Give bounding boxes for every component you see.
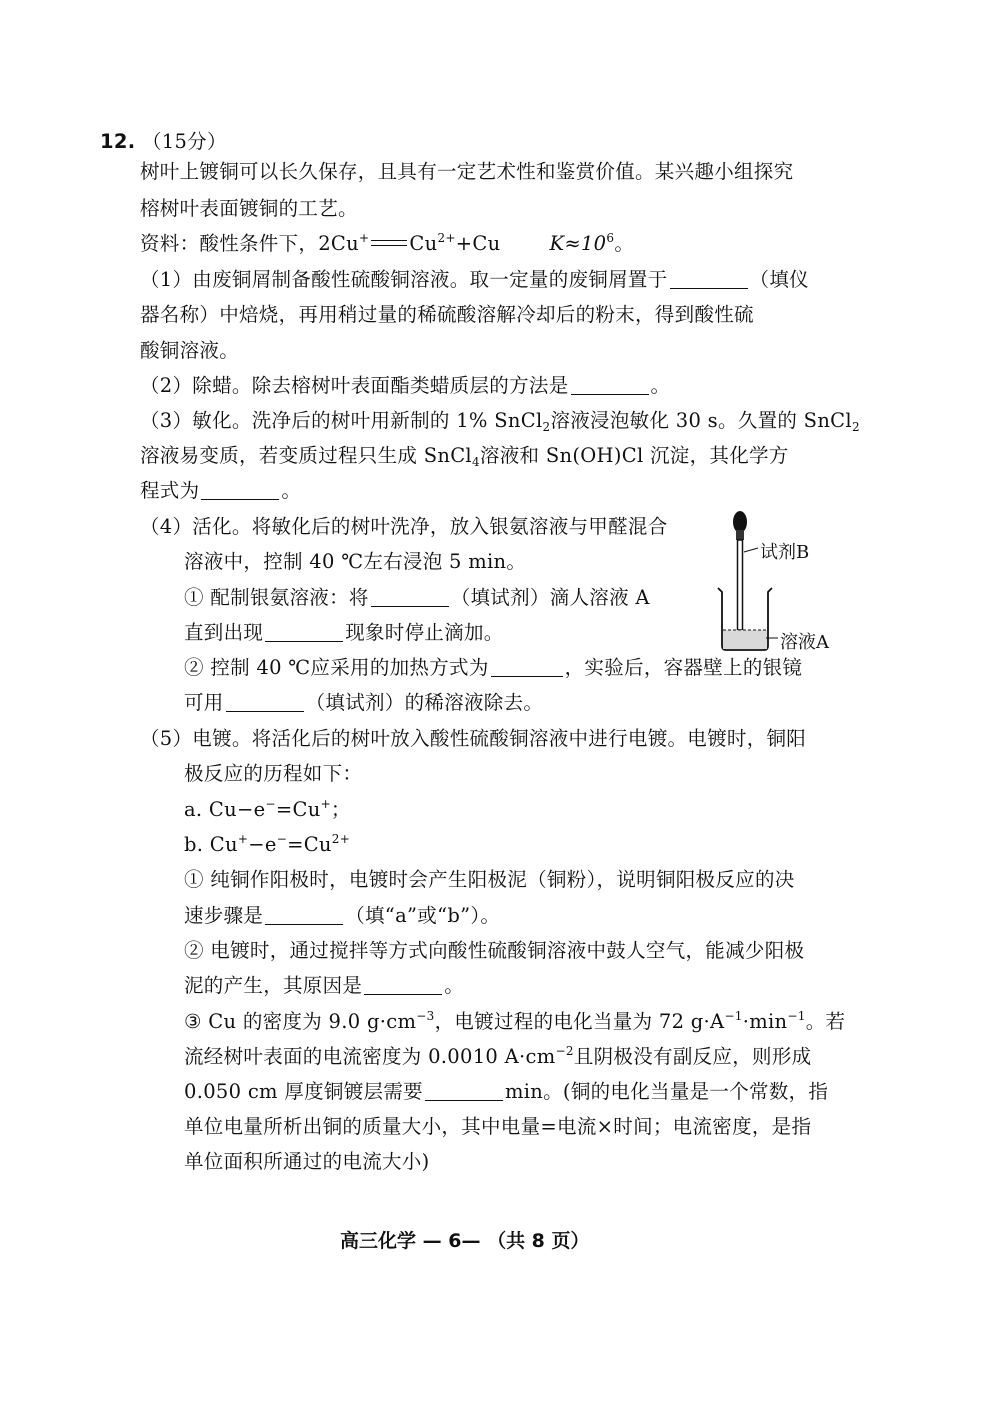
part4-line-2: 溶液中，控制 40 ℃左右浸泡 5 min。 [184,550,527,573]
part4-line-6 [184,691,543,715]
answer-blank-9[interactable] [364,976,442,995]
solution-a-label: 溶液A [780,632,829,653]
question-header [100,130,227,154]
reaction-a-text-2: =Cu [275,798,321,821]
part4-text-d1: 直到出现 [184,621,264,644]
reaction-a: a. Cu−e−=Cu+； [184,797,351,821]
reaction-b-text-2: −e [248,833,277,856]
info-k: K≈10 [549,232,607,255]
part5-q2-text-c: 。 [444,974,465,997]
info-suffix: +Cu [455,232,501,255]
part3-text-f: 。 [281,479,302,502]
page-footer: 高三化学 — 6— （共 8 页） [340,1230,590,1252]
intro-line-1: 树叶上镀铜可以长久保存，且具有一定艺术性和鉴赏价值。某兴趣小组探究 [140,160,794,183]
reagent-b-label: 试剂B [760,542,810,563]
part1-line-2: 器名称）中焙烧，再用稍过量的稀硫酸溶解冷却后的粉末，得到酸性硫 [140,303,754,326]
part3-text-d: 溶液和 Sn(OH)Cl 沉淀，其化学方 [479,444,789,467]
part4-text-f2: （填试剂）的稀溶液除去。 [305,691,544,714]
part4-text-c2: （填试剂）滴人溶液 A [450,586,650,609]
part4-text-c1: ① 配制银氨溶液：将 [184,586,369,609]
reaction-b-text-3: =Cu [287,833,332,856]
part5-q2-line-2 [184,974,464,998]
part3-line-2: 溶液易变质，若变质过程只生成 SnCl$_4$溶液和 Sn(OH)Cl 沉淀，其化学方 [140,444,789,469]
answer-blank-2[interactable] [571,376,649,395]
part2-line [140,374,670,398]
info-prefix: 资料：酸性条件下，2Cu [140,232,359,255]
reaction-a-text-3: ； [330,798,351,821]
question-score: （15分） [141,130,227,153]
part5-q3-line-5: 单位面积所通过的电流大小) [184,1150,430,1173]
part5-q3-text-a: ③ Cu 的密度为 9.0 g·cm [184,1010,417,1033]
part5-q3-text-c: 0.050 cm 厚度铜镀层需要 [184,1080,423,1103]
answer-blank-1[interactable] [670,270,748,289]
part5-line-1: （5）电镀。将活化后的树叶放入酸性硫酸铜溶液中进行电镀。电镀时，铜阳 [140,727,807,750]
part4-text-f1: 可用 [184,691,224,714]
part1-line-1 [140,268,809,292]
part5-q2-text-b: 泥的产生，其原因是 [184,974,363,997]
part5-q3-line-2: 流经树叶表面的电流密度为 0.0010 $A\cdot cm^{-2}$且阴极没有副反应，则形成 [184,1044,812,1068]
reaction-b-text: b. Cu [184,833,238,856]
intro-line-2: 榕树叶表面镀铜的工艺。 [140,197,358,220]
part4-text-e2: ，实验后，容器壁上的银镜 [564,656,803,679]
part5-q2-line-1: ② 电镀时，通过搅拌等方式向酸性硫酸铜溶液中鼓人空气，能减少阳极 [184,939,805,962]
part5-q3-line-1: ③ Cu 的密度为 9.0 $g\cdot cm^{-3}$，电镀过程的电化当量为 72 $g\cdot A^{-1}\cdot\min^{-1}$。若 [184,1009,846,1033]
apparatus-diagram [700,508,840,662]
answer-blank-3[interactable] [201,481,279,500]
part3-text-c: 溶液易变质，若变质过程只生成 SnCl [140,444,472,467]
part1-line-3: 酸铜溶液。 [140,339,240,362]
equilibrium-arrow-icon [371,238,407,248]
part5-q3-text-c2: min。(铜的电化当量是一个常数，指 [504,1080,829,1103]
part1-text-a: （1）由废铜屑制备酸性硫酸铜溶液。取一定量的废铜屑置于 [140,268,668,291]
part5-q3-line-3 [184,1080,828,1104]
part5-line-2: 极反应的历程如下： [184,762,363,785]
info-end: 。 [614,232,635,255]
part1-text-b: （填仪 [749,268,809,291]
part3-text-a: （3）敏化。洗净后的树叶用新制的 1% SnCl [140,409,543,432]
part4-text-e1: ② 控制 40 ℃应采用的加热方式为 [184,656,489,679]
part3-line-3 [140,479,301,503]
part5-q3-text-b2: 且阴极没有副反应，则形成 [573,1045,812,1068]
part3-text-b: 溶液浸泡敏化 30 s。久置的 SnCl [550,409,852,432]
answer-blank-7[interactable] [226,693,304,712]
answer-blank-10[interactable] [425,1082,503,1101]
info-line: 资料：酸性条件下，2Cu+ $Cu^{2+}+Cu$ $K\approx 10^6$。 [140,231,635,255]
reaction-b: b. $Cu^+-e^-=Cu^{2+}$ [184,832,351,856]
info-k-exp: 6 [606,231,615,245]
part5-q1-line-1: ① 纯铜作阳极时，电镀时会产生阳极泥（铜粉），说明铜阳极反应的决 [184,868,795,891]
part5-q3-text-a4: 。若 [805,1010,846,1033]
part4-line-4 [184,621,504,645]
part5-q1-text-c: （填“a”或“b”）。 [345,904,501,927]
part2-text-a: （2）除蜡。除去榕树叶表面酯类蜡质层的方法是 [140,374,569,397]
part5-q3-line-4: 单位电量所析出铜的质量大小，其中电量=电流×时间；电流密度，是指 [184,1115,812,1138]
part3-line-1: （3）敏化。洗净后的树叶用新制的 1% SnCl$_2$溶液浸泡敏化 30 s。久置的 SnCl$_2$ [140,409,860,434]
part5-q3-text-a3: ·min [742,1010,788,1033]
part5-q1-text-b: 速步骤是 [184,904,264,927]
part4-text-d2: 现象时停止滴加。 [345,621,504,644]
part4-line-1: （4）活化。将敏化后的树叶洗净，放入银氨溶液与甲醛混合 [140,515,668,538]
question-number: 12. [100,130,136,153]
part5-q1-line-2 [184,904,500,928]
answer-blank-4[interactable] [371,588,449,607]
part2-text-b: 。 [650,374,671,397]
part3-text-e: 程式为 [140,479,200,502]
part5-q3-text-b: 流经树叶表面的电流密度为 0.0010 A·cm [184,1045,556,1068]
answer-blank-5[interactable] [265,623,343,642]
answer-blank-8[interactable] [265,906,343,925]
part5-q3-text-a2: ，电镀过程的电化当量为 72 g·A [434,1010,725,1033]
reaction-a-text: a. Cu−e [184,798,266,821]
part4-line-3 [184,586,650,610]
answer-blank-6[interactable] [491,658,563,677]
info-mid: Cu [409,232,438,255]
